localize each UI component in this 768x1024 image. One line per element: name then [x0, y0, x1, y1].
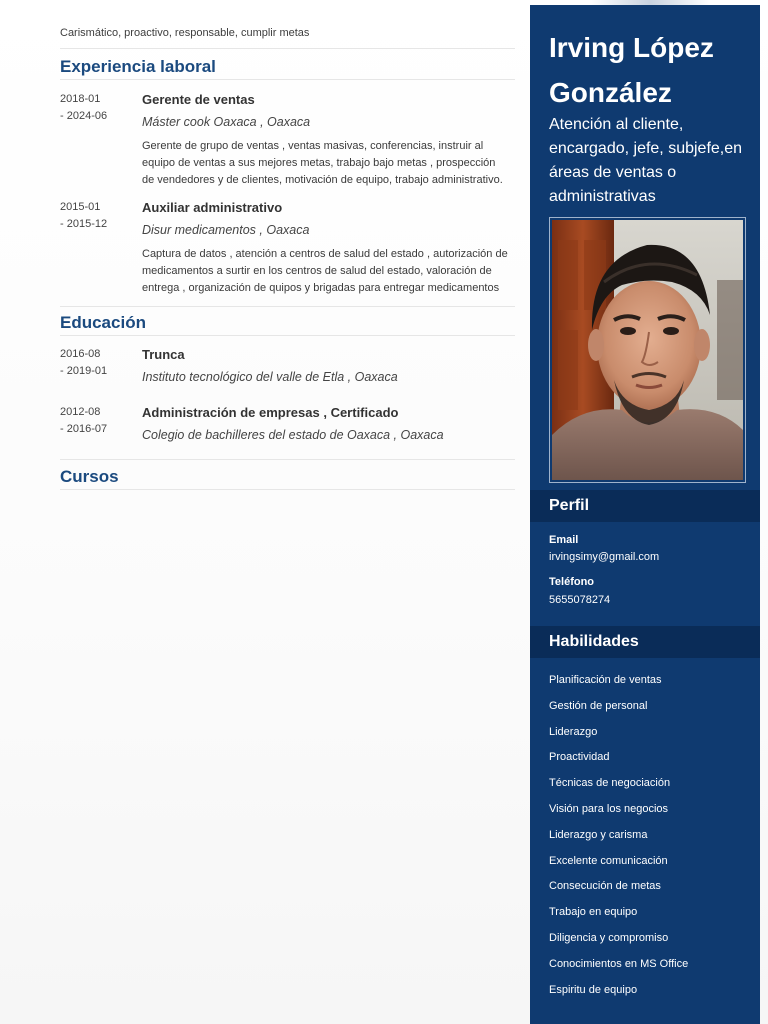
- skill-item: Diligencia y compromiso: [549, 931, 669, 944]
- divider: [60, 48, 515, 49]
- courses-heading: Cursos: [60, 467, 119, 486]
- skill-item: Planificación de ventas: [549, 674, 662, 686]
- job-title: Gerente de ventas: [142, 92, 255, 107]
- entry-body: [142, 199, 510, 297]
- entry-body: [142, 346, 510, 385]
- divider: [60, 306, 515, 307]
- candidate-name: Irving López González: [549, 32, 714, 108]
- divider: [60, 79, 515, 80]
- date-end: - 2016-07: [60, 423, 108, 435]
- skill-item: Técnicas de negociación: [549, 777, 671, 790]
- skill-item: Visión para los negocios: [549, 802, 669, 815]
- skill-item: Consecución de metas: [549, 880, 661, 893]
- skills-list: [549, 668, 688, 1003]
- entry-dates: [60, 346, 138, 380]
- employer: Disur medicamentos , Oaxaca: [142, 223, 310, 237]
- employer: Máster cook Oaxaca , Oaxaca: [142, 115, 311, 129]
- institution: Instituto tecnológico del valle de Etla , Oaxaca: [142, 370, 398, 384]
- date-start: 2016-08: [60, 348, 101, 360]
- date-end: - 2015-12: [60, 218, 108, 230]
- portrait-image: [552, 220, 743, 480]
- candidate-headline: Atención al cliente, encargado, jefe, subjefe,en áreas de ventas o administrativas: [549, 116, 743, 205]
- divider: [60, 489, 515, 490]
- skill-item: Proactividad: [549, 751, 610, 764]
- skill-item: Conocimientos en MS Office: [549, 957, 689, 970]
- date-start: 2018-01: [60, 93, 101, 105]
- entry-body: [142, 91, 510, 189]
- date-end: - 2019-01: [60, 365, 108, 377]
- entry-body: [142, 404, 510, 443]
- job-description: Captura de datos , atención a centros de salud del estado , autorización de medicamentos a surtir en los centros de salud del estado, valoración de entrega , organización de quipos y brigadas para entregar medicamentos: [142, 248, 508, 294]
- profile-photo: [549, 217, 746, 483]
- summary-text: Carismático, proactivo, responsable, cumplir metas: [60, 27, 310, 39]
- profile-section-header: [530, 490, 760, 522]
- experience-heading: Experiencia laboral: [60, 57, 216, 76]
- skill-item: Trabajo en equipo: [549, 906, 638, 919]
- education-heading: Educación: [60, 313, 146, 332]
- skill-item: Liderazgo y carisma: [549, 828, 648, 841]
- phone-value: 5655078274: [549, 594, 611, 606]
- entry-dates: [60, 404, 138, 438]
- divider: [60, 459, 515, 460]
- entry-dates: [60, 91, 138, 125]
- job-title: Auxiliar administrativo: [142, 200, 283, 215]
- profile-heading: Perfil: [549, 497, 590, 514]
- job-description: Gerente de grupo de ventas , ventas masivas, conferencias, instruir al equipo de ventas a sus mejores metas, trabajo bajo metas , prospección de vendedores y de clientes, motivación de equipo, trabajo administrativo.: [142, 140, 503, 186]
- email-value: irvingsimy@gmail.com: [549, 551, 660, 563]
- skill-item: Liderazgo: [549, 725, 598, 738]
- degree-title: Administración de empresas , Certificado: [142, 405, 399, 420]
- date-start: 2015-01: [60, 201, 101, 213]
- skills-heading: Habilidades: [549, 633, 639, 650]
- institution: Colegio de bachilleres del estado de Oaxaca , Oaxaca: [142, 428, 444, 442]
- degree-title: Trunca: [142, 347, 185, 362]
- email-label: Email: [549, 534, 579, 546]
- date-end: - 2024-06: [60, 110, 108, 122]
- divider: [60, 335, 515, 336]
- date-start: 2012-08: [60, 406, 101, 418]
- skill-item: Espiritu de equipo: [549, 983, 638, 996]
- skills-section-header: [530, 626, 760, 658]
- entry-dates: [60, 199, 138, 233]
- skill-item: Excelente comunicación: [549, 854, 668, 867]
- sidebar: [530, 5, 760, 1024]
- skill-item: Gestión de personal: [549, 699, 648, 712]
- phone-label: Teléfono: [549, 576, 595, 588]
